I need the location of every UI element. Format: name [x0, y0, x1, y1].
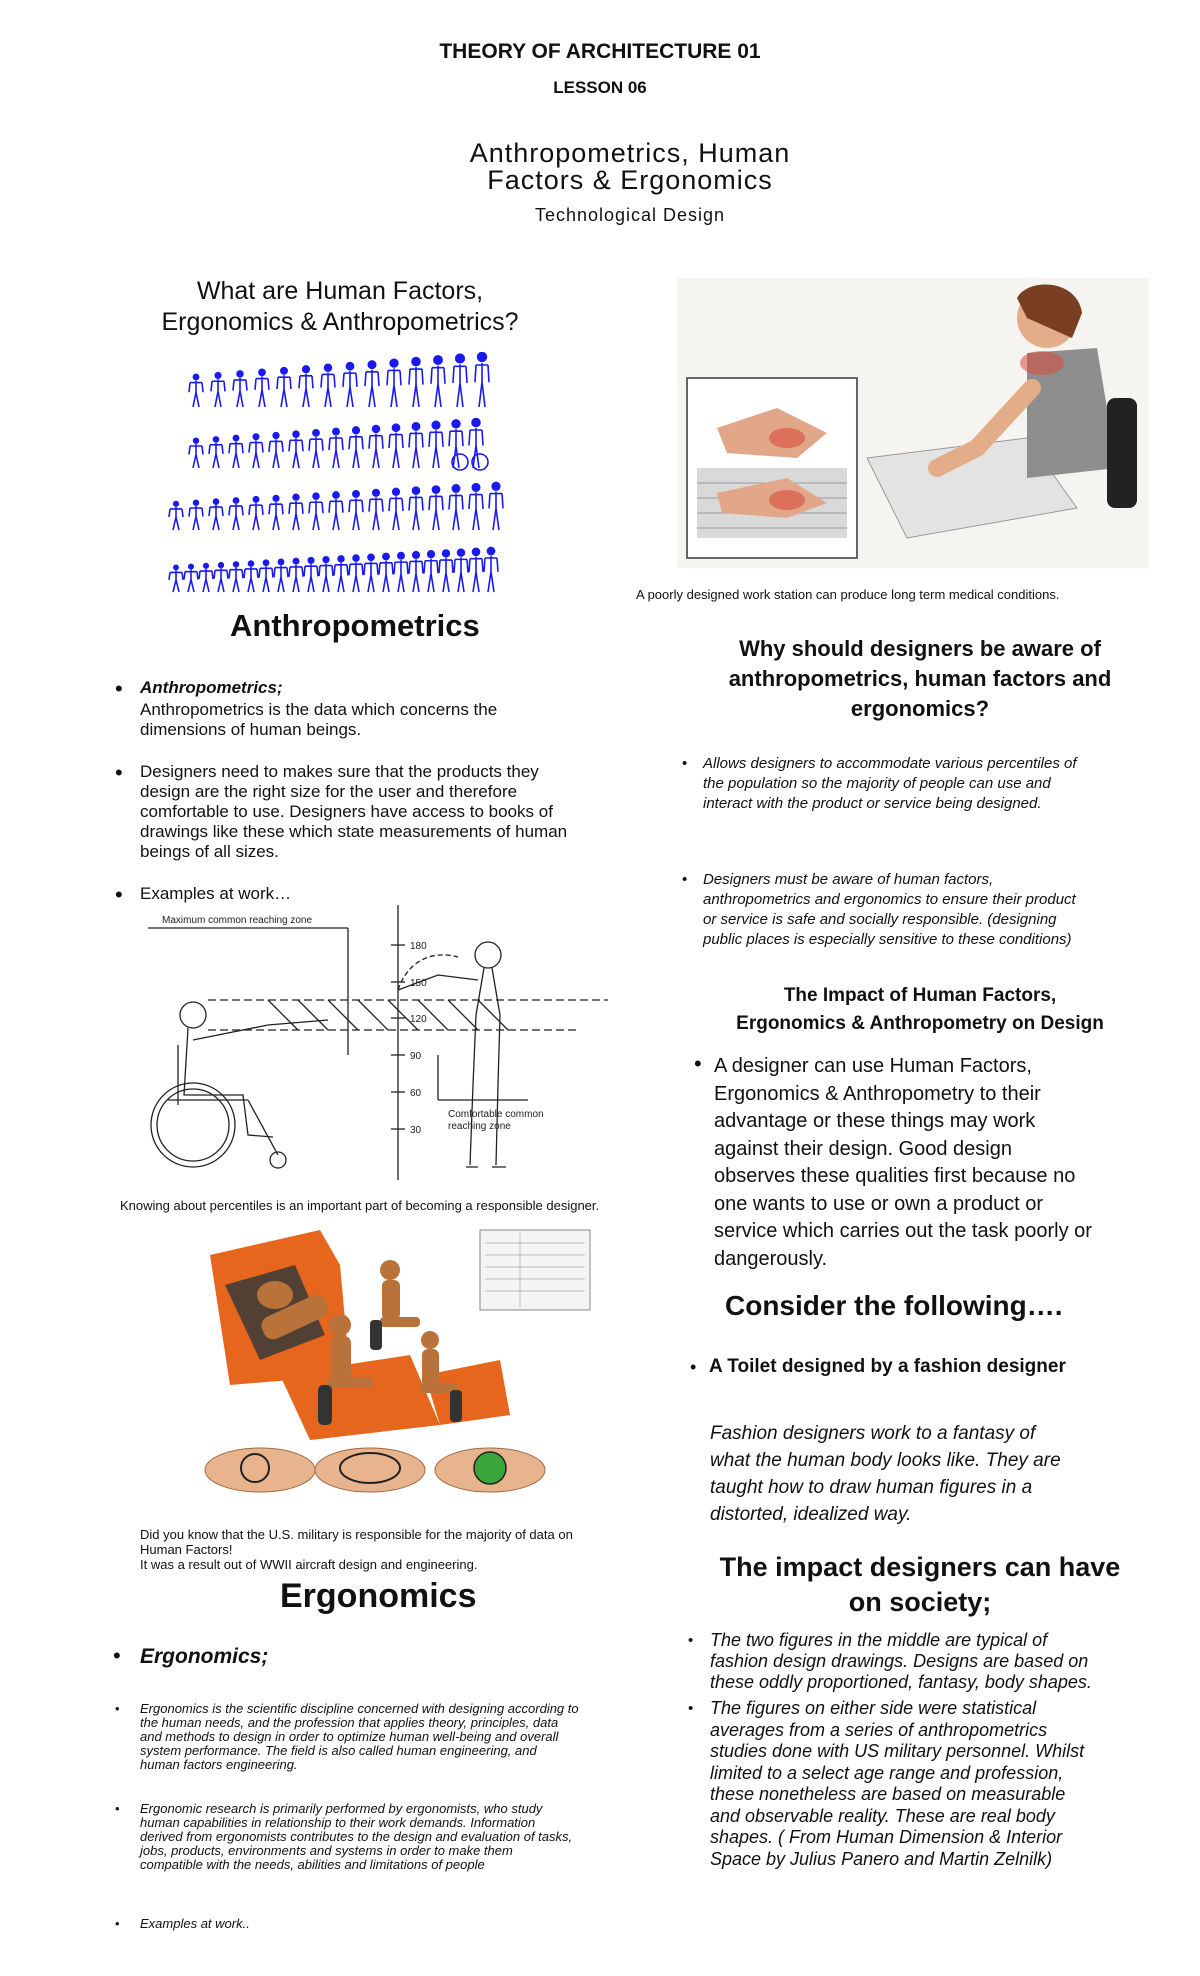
examples-at-work-1: Examples at work… [140, 884, 292, 903]
allows-paragraph [703, 754, 1183, 814]
term-anthropometrics: Anthropometrics; [140, 678, 283, 697]
human-figure-icon [321, 364, 335, 407]
aware-paragraph [703, 870, 1183, 950]
bullet-dot: • [115, 882, 123, 907]
scale-tick-label: 150 [410, 978, 427, 989]
fashion-line: what the human body looks like. They are [710, 1450, 1061, 1471]
human-figure-icon [449, 420, 463, 468]
human-figure-icon [229, 435, 243, 468]
human-figure-icon [484, 547, 498, 592]
human-figure-icon [269, 433, 283, 468]
why-heading-line: Why should designers be aware of [739, 636, 1101, 661]
ergonomics-definition [140, 1702, 670, 1772]
impact-heading-line: The Impact of Human Factors, [783, 985, 1057, 1006]
human-figure-icon [259, 560, 273, 592]
human-figure-icon [334, 556, 348, 592]
human-figure-icon [369, 426, 383, 468]
bullet-dot: • [115, 676, 123, 701]
intro-question [130, 276, 550, 338]
consider-heading: Consider the following…. [725, 1290, 1063, 1321]
slide-subtitle: Technological Design [534, 205, 726, 225]
why-heading [680, 634, 1160, 724]
ergonomics-research-line: human capabilities in relationship to their work demands. Information [140, 1815, 536, 1830]
fashion-figures-line: The two figures in the middle are typical of [710, 1630, 1048, 1650]
impact-body-line: against their design. Good design [714, 1137, 1012, 1160]
definition-line: Anthropometrics is the data which concerns the [140, 700, 498, 719]
human-figure-icon [379, 553, 393, 592]
ergonomics-research-line: compatible with the needs, abilities and limitations of people [140, 1857, 485, 1872]
bullet-dot: • [115, 1801, 120, 1816]
human-figure-icon [255, 369, 269, 407]
human-figure-icon [329, 492, 343, 530]
impact-body [714, 1053, 1092, 1273]
fashion-figures-paragraph [710, 1630, 1092, 1693]
term-ergonomics: Ergonomics; [140, 1645, 269, 1668]
scale-tick-label: 120 [410, 1014, 427, 1025]
bullet-dot: • [113, 1643, 121, 1668]
ergonomics-research-line: jobs, products, environments and systems in order to make them [140, 1843, 513, 1858]
ergonomics-definition-line: the human needs, and the profession that applies theory, principles, data [140, 1715, 559, 1730]
workstation-caption: A poorly designed work station can produce long term medical conditions. [636, 587, 1060, 602]
impact-body-line: observes these qualities first because no [714, 1165, 1076, 1187]
definition-line: dimensions of human beings. [140, 720, 362, 739]
paragraph-line: beings of all sizes. [140, 842, 279, 861]
human-figure-icon [269, 496, 283, 530]
human-figure-icon [431, 356, 445, 407]
statistical-figures-line: The figures on either side were statistical [710, 1698, 1037, 1718]
bullet-dot: • [682, 871, 688, 888]
bullet-dot: • [688, 1700, 694, 1717]
human-figure-icon [349, 491, 363, 530]
society-heading [680, 1550, 1160, 1620]
ergonomics-definition-line: system performance. The field is also called human engineering, and [140, 1743, 537, 1758]
fashion-line: taught how to draw human figures in a [710, 1477, 1033, 1498]
ergonomic-mannequins-image [200, 1225, 640, 1510]
human-figure-icon [394, 553, 408, 592]
statistical-figures-line: averages from a series of anthropometrics [710, 1719, 1048, 1740]
human-figure-icon [369, 490, 383, 530]
human-figure-icon [453, 354, 467, 407]
fashion-figures-line: these oddly proportioned, fantasy, body shapes. [710, 1672, 1092, 1692]
workstation-illustration [677, 278, 1149, 568]
allows-line: Allows designers to accommodate various percentiles of [703, 755, 1077, 772]
human-figure-icon [169, 501, 183, 530]
society-heading-line: The impact designers can have [719, 1552, 1121, 1582]
human-figure-icon [389, 488, 403, 530]
human-figure-icon [299, 366, 313, 407]
toilet-item: A Toilet designed by a fashion designer [709, 1356, 1066, 1377]
statistical-figures-line: limited to a select age range and profession, [710, 1762, 1064, 1783]
human-figure-icon [469, 419, 483, 469]
impact-body-line: one wants to use or own a product or [714, 1192, 1044, 1215]
why-heading-line: ergonomics? [850, 696, 990, 721]
ergonomics-research-line: Ergonomic research is primarily performed by ergonomists, who study [140, 1801, 543, 1816]
human-figure-icon [277, 368, 291, 407]
society-heading-line: on society; [848, 1587, 992, 1617]
human-figure-icon [229, 498, 243, 530]
impact-body-line: dangerously. [714, 1247, 828, 1270]
human-figure-icon [199, 564, 213, 592]
human-figure-icon [449, 485, 463, 530]
designers-size-paragraph [140, 762, 567, 862]
human-figure-icon [429, 486, 443, 530]
intro-question-line2: Ergonomics & Anthropometrics? [161, 308, 519, 336]
human-figure-icon [184, 564, 198, 592]
human-figure-icon [319, 557, 333, 592]
human-figure-icon [389, 424, 403, 468]
human-figure-icon [429, 421, 443, 468]
human-figure-icon [289, 558, 303, 592]
human-figure-icon [439, 550, 453, 592]
bullet-dot: • [682, 755, 688, 772]
bullet-dot: • [690, 1357, 697, 1377]
human-figure-icon [409, 358, 423, 407]
military-fact-line: Human Factors! [140, 1542, 233, 1557]
fashion-line: distorted, idealized way. [710, 1504, 912, 1525]
statistical-figures-line: shapes. ( From Human Dimension & Interior [710, 1827, 1063, 1847]
intro-question-line1: What are Human Factors, [196, 277, 484, 305]
aware-line: or service is safe and socially responsible. (designing [703, 911, 1057, 928]
human-figure-icon [211, 373, 225, 407]
statistical-figures-line: and observable reality. These are real body [710, 1805, 1055, 1826]
paragraph-line: Designers need to makes sure that the products they [140, 762, 539, 781]
human-figure-icon [244, 561, 258, 592]
human-figure-icon [343, 363, 357, 407]
examples-at-work-2: Examples at work.. [140, 1916, 250, 1931]
human-figure-icon [169, 565, 183, 592]
human-figure-icon [349, 555, 363, 592]
reaching-zone-diagram [148, 905, 638, 1185]
human-figure-icon [189, 500, 203, 530]
ergonomics-definition-line: human factors engineering. [140, 1757, 298, 1772]
ergonomics-research-line: derived from ergonomists contributes to the design and evaluation of tasks, [140, 1829, 573, 1844]
statistical-figures-line: these nonetheless are based on measurable [710, 1784, 1066, 1804]
human-figure-icon [304, 558, 318, 592]
human-figure-icon [469, 548, 483, 592]
human-figure-icon [189, 438, 203, 468]
allows-line: interact with the product or service being designed. [703, 795, 1042, 812]
human-figure-icon [209, 499, 223, 530]
human-figure-icon [214, 563, 228, 592]
percentiles-caption: Knowing about percentiles is an important part of becoming a responsible designer. [120, 1198, 600, 1213]
ergonomics-definition-line: Ergonomics is the scientific discipline concerned with designing according to [140, 1701, 579, 1716]
paragraph-line: comfortable to use. Designers have access to books of [140, 802, 553, 821]
anthropometrics-definition [140, 700, 497, 740]
slide-title-line2: Factors & Ergonomics [487, 165, 773, 195]
slide-title-line1: Anthropometrics, Human [469, 138, 791, 168]
human-figure-icon [233, 371, 247, 407]
scale-tick-label: 30 [410, 1125, 422, 1136]
bullet-dot: • [115, 1916, 120, 1931]
human-figure-icon [309, 430, 323, 468]
human-figure-icon [249, 434, 263, 468]
military-fact [140, 1527, 573, 1572]
slide-title [400, 140, 860, 194]
human-figure-icon [454, 549, 468, 592]
statistical-figures-line: Space by Julius Panero and Martin Zelnilk) [710, 1848, 1053, 1869]
military-fact-line: It was a result out of WWII aircraft design and engineering. [140, 1557, 478, 1572]
max-reach-label: Maximum common reaching zone [162, 915, 313, 926]
fashion-line: Fashion designers work to a fantasy of [710, 1423, 1036, 1444]
allows-line: the population so the majority of people can use and [703, 775, 1051, 792]
human-figure-icon [189, 374, 203, 407]
human-figure-icon [209, 437, 223, 468]
fashion-figures-line: fashion design drawings. Designs are based on [710, 1651, 1089, 1671]
statistical-figures-paragraph [710, 1698, 1084, 1870]
paragraph-line: design are the right size for the user and therefore [140, 782, 518, 801]
human-figure-icon [489, 482, 503, 530]
impact-heading-line: Ergonomics & Anthropometry on Design [736, 1013, 1104, 1034]
scale-tick-label: 180 [410, 941, 427, 952]
anthropometric-figures-image [160, 352, 520, 602]
impact-body-line: service which carries out the task poorly or [714, 1220, 1092, 1242]
section-title-anthropometrics: Anthropometrics [230, 608, 480, 643]
impact-body-line: Ergonomics & Anthropometry to their [714, 1082, 1041, 1105]
scale-tick-label: 90 [410, 1051, 422, 1062]
section-title-ergonomics: Ergonomics [280, 1577, 477, 1615]
human-figure-icon [424, 551, 438, 592]
human-figure-icon [364, 554, 378, 592]
human-figure-icon [349, 427, 363, 468]
human-figure-icon [309, 493, 323, 530]
human-figure-icon [289, 494, 303, 530]
comfort-reach-label-line1: Comfortable common [448, 1109, 544, 1120]
human-figure-icon [469, 484, 483, 530]
why-heading-line: anthropometrics, human factors and [728, 666, 1112, 691]
military-fact-line: Did you know that the U.S. military is responsible for the majority of data on [140, 1527, 573, 1542]
scale-tick-label: 60 [410, 1088, 422, 1099]
aware-line: anthropometrics and ergonomics to ensure their product [703, 891, 1076, 908]
course-title: THEORY OF ARCHITECTURE 01 [439, 40, 761, 63]
human-figure-icon [387, 359, 401, 407]
ergonomics-research [140, 1802, 670, 1872]
human-figure-icon [229, 562, 243, 592]
comfort-reach-label-line2: reaching zone [448, 1121, 511, 1132]
bullet-dot: • [694, 1051, 702, 1076]
human-figure-icon [249, 497, 263, 530]
human-figure-icon [409, 487, 423, 530]
human-figure-icon [475, 353, 489, 407]
lesson-number: LESSON 06 [553, 78, 647, 97]
ergonomics-definition-line: and methods to design in order to optimize human well-being and overall [140, 1729, 559, 1744]
impact-heading [680, 982, 1160, 1038]
human-figure-icon [289, 431, 303, 468]
fashion-paragraph [710, 1420, 1061, 1528]
statistical-figures-line: studies done with US military personnel. Whilst [710, 1741, 1085, 1761]
human-figure-icon [409, 423, 423, 468]
human-figure-icon [409, 552, 423, 592]
bullet-dot: • [115, 760, 123, 785]
aware-line: public places is especially sensitive to these conditions) [703, 931, 1072, 948]
human-figure-icon [365, 361, 379, 407]
impact-body-line: advantage or these things may work [714, 1110, 1036, 1132]
human-figure-icon [274, 559, 288, 592]
paragraph-line: drawings like these which state measurements of human [140, 822, 568, 841]
aware-line: Designers must be aware of human factors, [703, 871, 994, 888]
human-figure-icon [329, 428, 343, 468]
bullet-dot: • [115, 1701, 120, 1716]
bullet-dot: • [688, 1632, 694, 1649]
impact-body-line: A designer can use Human Factors, [714, 1055, 1032, 1077]
